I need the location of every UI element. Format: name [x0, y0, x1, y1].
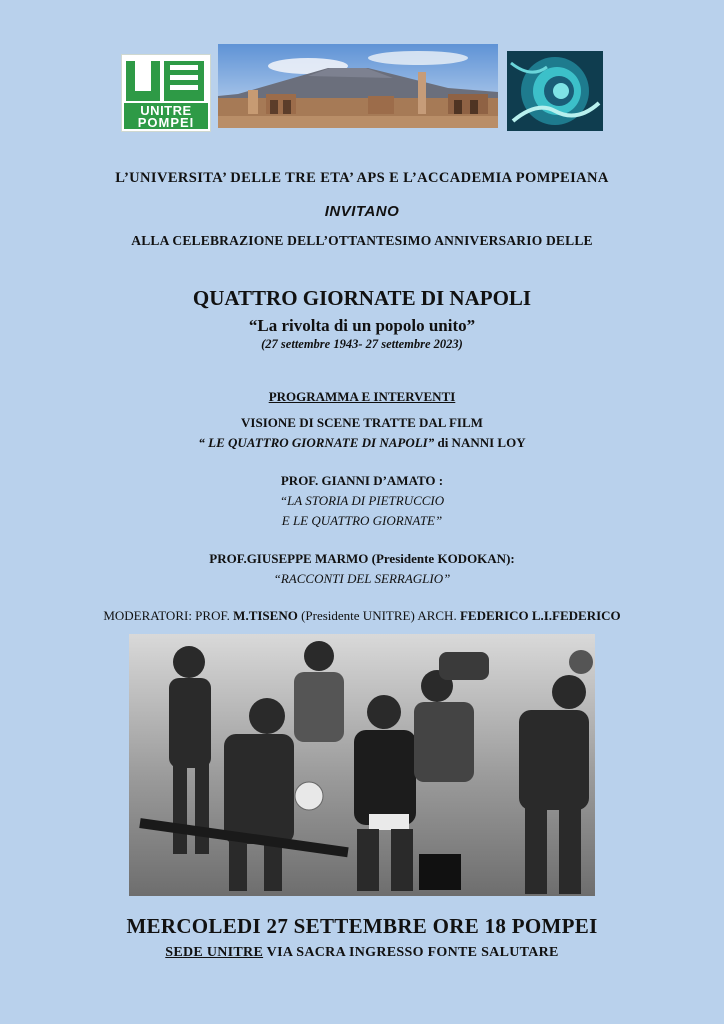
organizers-line: L’UNIVERSITA’ DELLE TRE ETA’ APS E L’ACCADEMIA POMPEIANA [115, 170, 609, 186]
accademia-pompeiana-logo [507, 51, 603, 131]
speaker1-name: PROF. GIANNI D’AMATO : [280, 473, 444, 488]
moderator2-name: FEDERICO L.I.FEDERICO [459, 608, 621, 623]
event-venue [0, 945, 724, 961]
event-date-time: MERCOLEDI 27 SETTEMBRE ORE 18 POMPEI [126, 914, 598, 938]
event-dates-text: (27 settembre 1943- 27 settembre 2023) [261, 337, 463, 351]
speaker1-talk-line1: “LA STORIA DI PIETRUCCIO [279, 493, 445, 508]
speaker2-talk: “RACCONTI DEL SERRAGLIO” [273, 571, 451, 586]
film-line: VISIONE DI SCENE TRATTE DAL FILM [241, 415, 483, 430]
program-heading: PROGRAMMA E INTERVENTI [268, 389, 456, 404]
invite-verb: INVITANO [324, 203, 400, 220]
pompei-logo-text: POMPEI [137, 115, 195, 130]
film-title-line [0, 435, 724, 451]
venue-label: SEDE UNITRE [165, 945, 264, 960]
unitre-logo-text: UNITRE [140, 103, 192, 118]
speaker1-talk-line2: E LE QUATTRO GIORNATE” [281, 513, 443, 528]
event-dates [0, 337, 724, 352]
unitre-pompei-logo [121, 54, 211, 132]
pompeii-vesuvius-photo [218, 44, 498, 128]
film-director: di NANNI LOY [434, 435, 526, 450]
moderators-line [0, 608, 724, 624]
film-still-photo [129, 634, 595, 896]
event-subtitle: “La rivolta di un popolo unito” [248, 316, 476, 335]
film-title: “ LE QUATTRO GIORNATE DI NAPOLI” [198, 435, 435, 450]
celebration-line: ALLA CELEBRAZIONE DELL’OTTANTESIMO ANNIVERSARIO DELLE [131, 233, 593, 248]
speaker2-name: PROF.GIUSEPPE MARMO (Presidente KODOKAN): [209, 551, 515, 566]
venue-address: VIA SACRA INGRESSO FONTE SALUTARE [263, 945, 559, 960]
moderator1-name: M.TISENO [233, 608, 298, 623]
logo-banner [0, 44, 724, 132]
event-title: QUATTRO GIORNATE DI NAPOLI [192, 286, 532, 310]
moderators-prefix: MODERATORI: PROF. [103, 608, 234, 623]
moderator1-role: (Presidente UNITRE) ARCH. [297, 608, 460, 623]
